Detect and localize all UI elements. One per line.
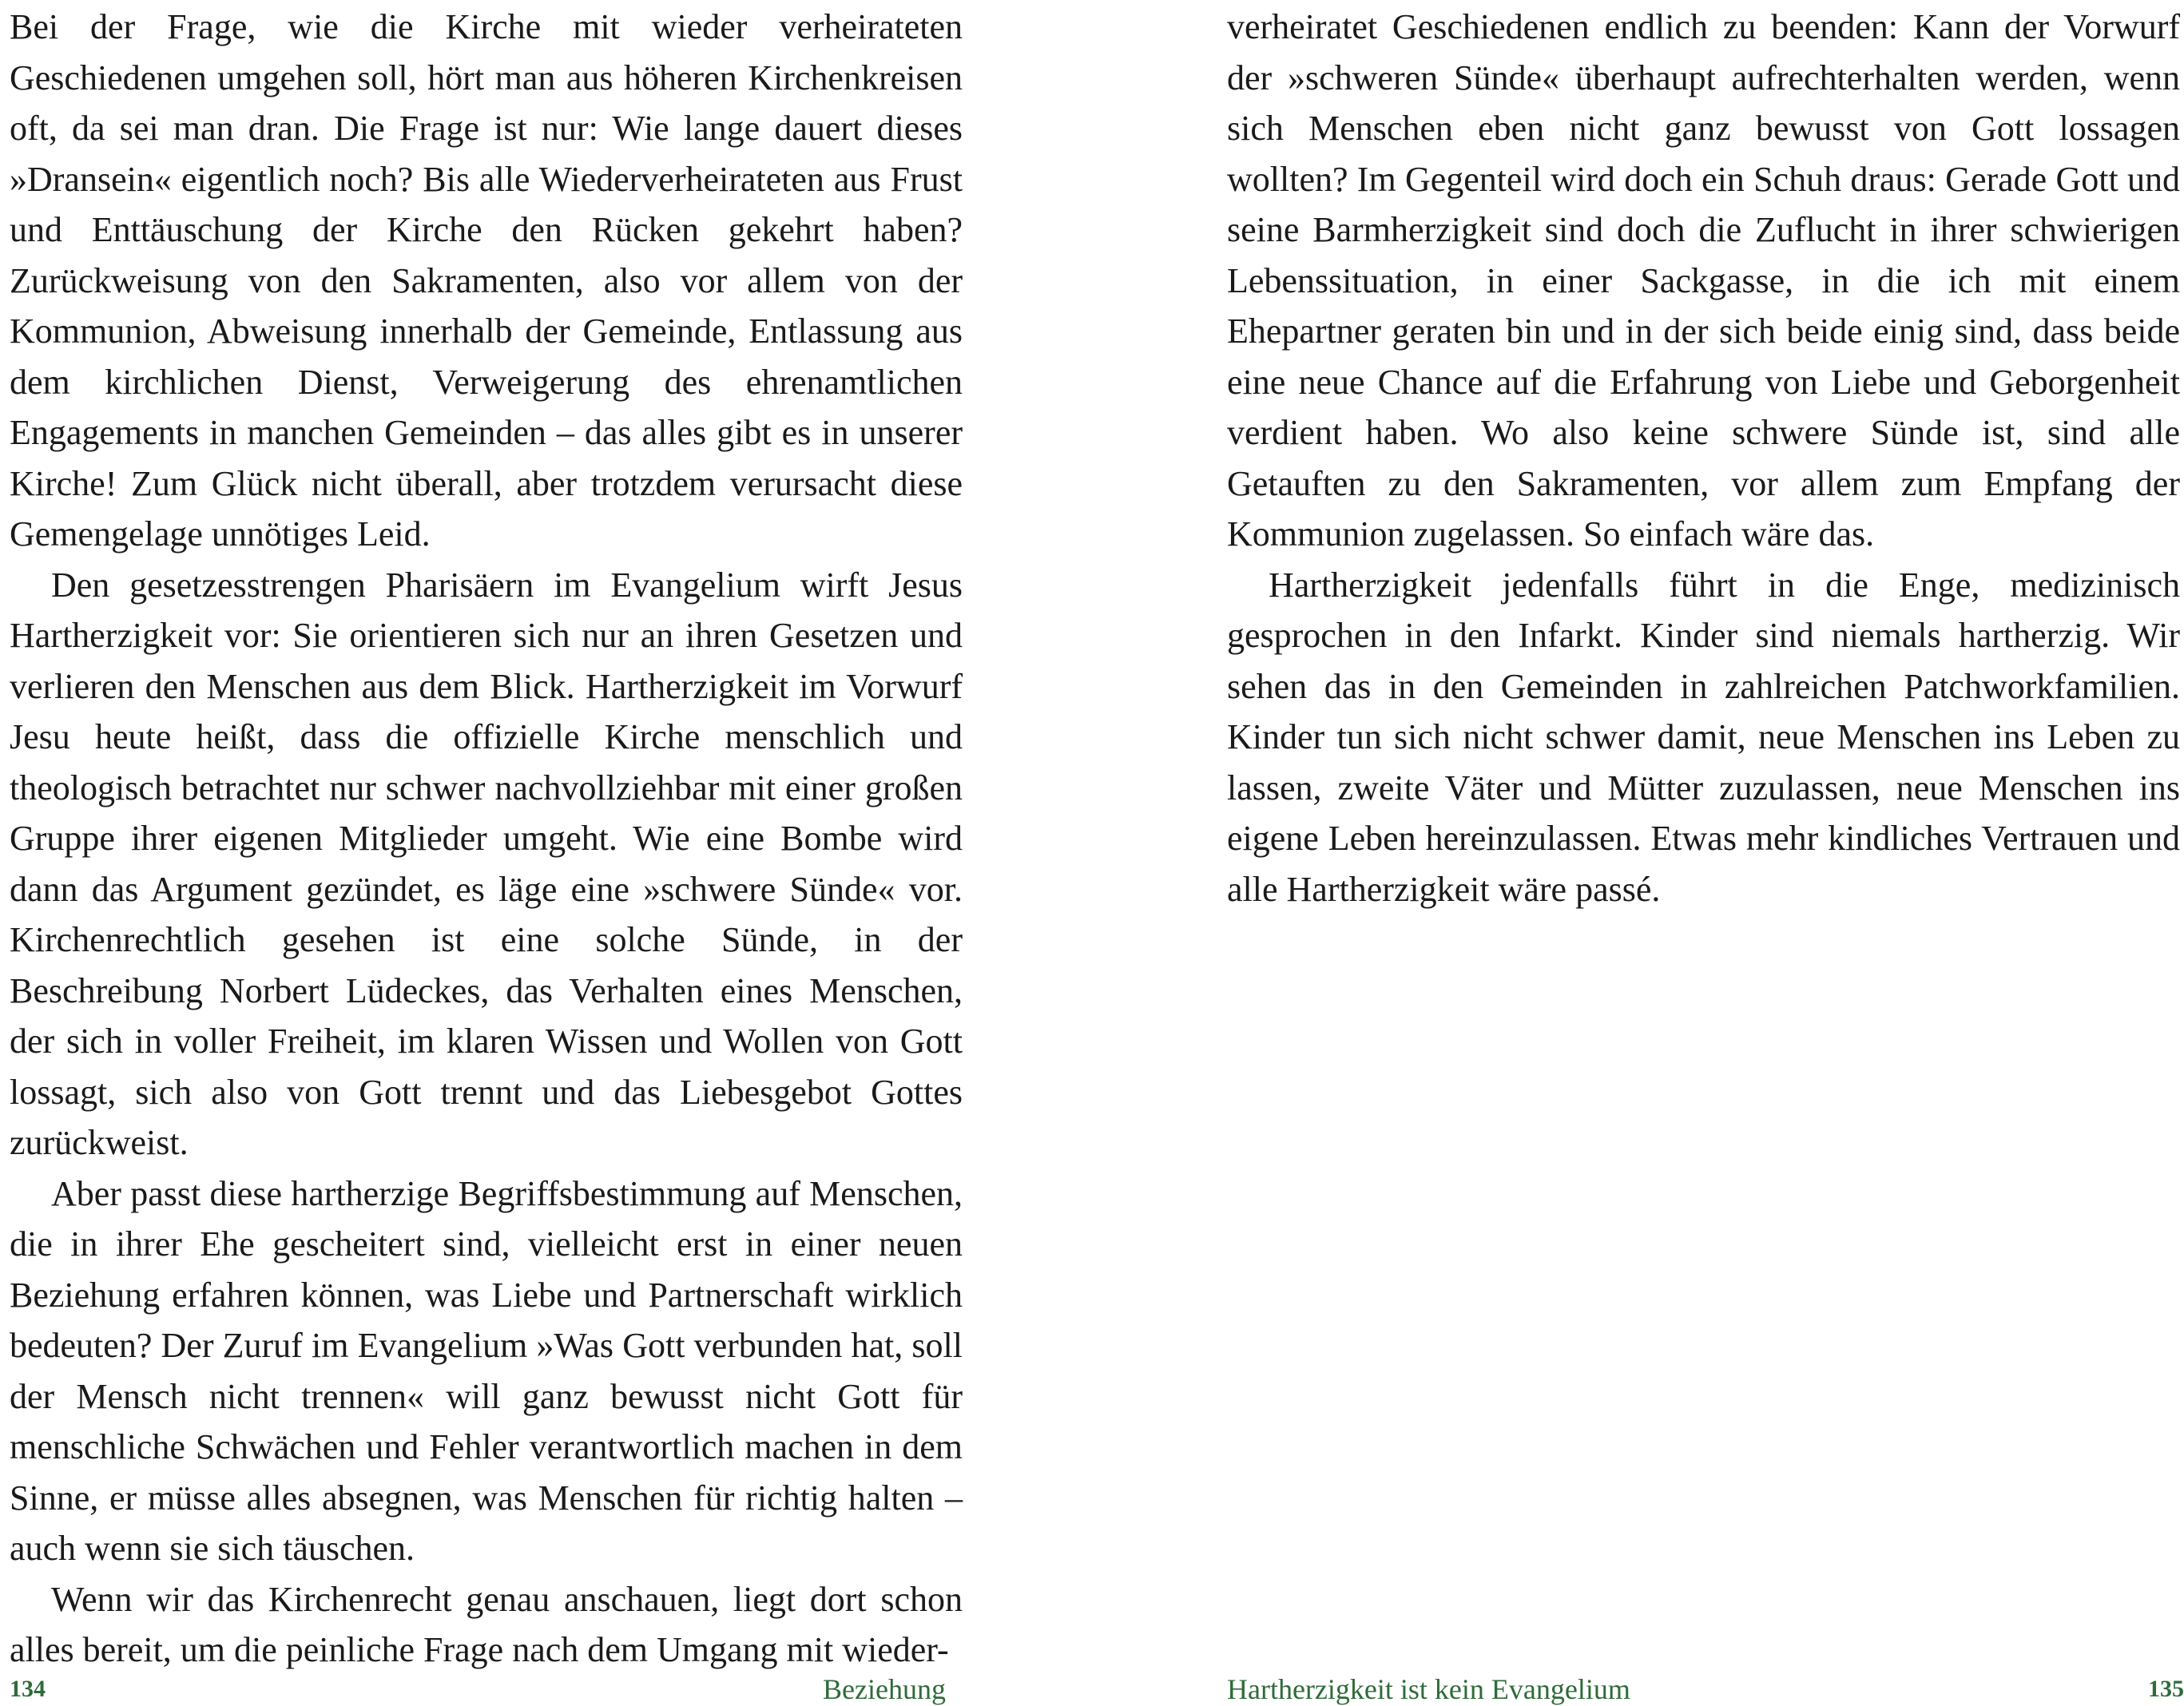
left-page (0, 0, 1090, 1706)
paragraph: Bei der Frage, wie die Kirche mit wieder verheirateten Geschiedenen umgehen soll, hört man aus höheren Kirchenkreisen oft, da sei man dran. Die Frage ist nur: Wie lange dauert dieses »Dransein« eigentlich noch? Bis alle Wiederverheirateten aus Frust und Enttäuschung der Kirche den Rücken gekehrt haben? Zurückweisung von den Sakramenten, also vor allem von der Kommunion, Abweisung innerhalb der Gemeinde, Entlassung aus dem kirchlichen Dienst, Verweigerung des ehrenamtlichen Engagements in manchen Gemeinden – das alles gibt es in unserer Kirche! Zum Glück nicht überall, aber trotzdem verursacht diese Gemengelage unnötiges Leid. (10, 7, 963, 553)
paragraph: verheiratet Geschiedenen endlich zu beenden: Kann der Vorwurf der »schweren Sünde« überhaupt aufrechterhalten werden, wenn sich Menschen eben nicht ganz bewusst von Gott lossagen wollten? Im Gegenteil wird doch ein Schuh draus: Gerade Gott und seine Barmherzigkeit sind doch die Zuflucht in ihrer schwierigen Lebenssituation, in einer Sackgasse, in die ich mit einem Ehepartner geraten bin und in der sich beide einig sind, dass beide eine neue Chance auf die Erfahrung von Liebe und Geborgenheit verdient haben. Wo also keine schwere Sünde ist, sind alle Getauften zu den Sakramenten, vor allem zum Empfang der Kommunion zugelassen. So einfach wäre das. (1227, 7, 2180, 553)
right-page-body (1227, 2, 2180, 914)
paragraph: Den gesetzesstrengen Pharisäern im Evangelium wirft Jesus Hartherzigkeit vor: Sie orientieren sich nur an ihren Gesetzen und verlieren den Menschen aus dem Blick. Hartherzigkeit im Vorwurf Jesu heute heißt, dass die offizielle Kirche menschlich und theologisch betrachtet nur schwer nachvollziehbar mit einer großen Gruppe ihrer eigenen Mitglieder umgeht. Wie eine Bombe wird dann das Argument gezündet, es läge eine »schwere Sünde« vor. Kirchenrechtlich gesehen ist eine solche Sünde, in der Beschreibung Norbert Lüdeckes, das Verhalten eines Menschen, der sich in voller Freiheit, im klaren Wissen und Wollen von Gott lossagt, sich also von Gott trennt und das Liebesgebot Gottes zurückweist. (10, 565, 963, 1162)
paragraph: Hartherzigkeit jedenfalls führt in die Enge, medizinisch gesprochen in den Infarkt. Kinder sind niemals hartherzig. Wir sehen das in den Gemeinden in zahlreichen Patchworkfamilien. Kinder tun sich nicht schwer damit, neue Menschen ins Leben zu lassen, zweite Väter und Mütter zuzulassen, neue Menschen ins eigene Leben hereinzulassen. Etwas mehr kindliches Vertrauen und alle Hartherzigkeit wäre passé. (1227, 565, 2180, 909)
paragraph: Aber passt diese hartherzige Begriffsbestimmung auf Menschen, die in ihrer Ehe gescheitert sind, vielleicht erst in einer neuen Beziehung erfahren können, was Liebe und Partnerschaft wirklich bedeuten? Der Zuruf im Evangelium »Was Gott verbunden hat, soll der Mensch nicht trennen« will ganz bewusst nicht Gott für menschliche Schwächen und Fehler verantwortlich machen in dem Sinne, er müsse alles absegnen, was Menschen für richtig halten – auch wenn sie sich täuschen. (10, 1173, 963, 1568)
paragraph: Wenn wir das Kirchenrecht genau anschauen, liegt dort schon alles bereit, um die peinliche Frage nach dem Umgang mit wieder- (10, 1579, 963, 1669)
page-number-right: 135 (2148, 1676, 2184, 1702)
page-number-left: 134 (10, 1676, 46, 1702)
running-head-left: Beziehung (823, 1673, 946, 1705)
right-page (1090, 0, 2184, 1706)
left-page-body (10, 2, 963, 1676)
running-head-right: Hartherzigkeit ist kein Evangelium (1227, 1673, 1630, 1705)
